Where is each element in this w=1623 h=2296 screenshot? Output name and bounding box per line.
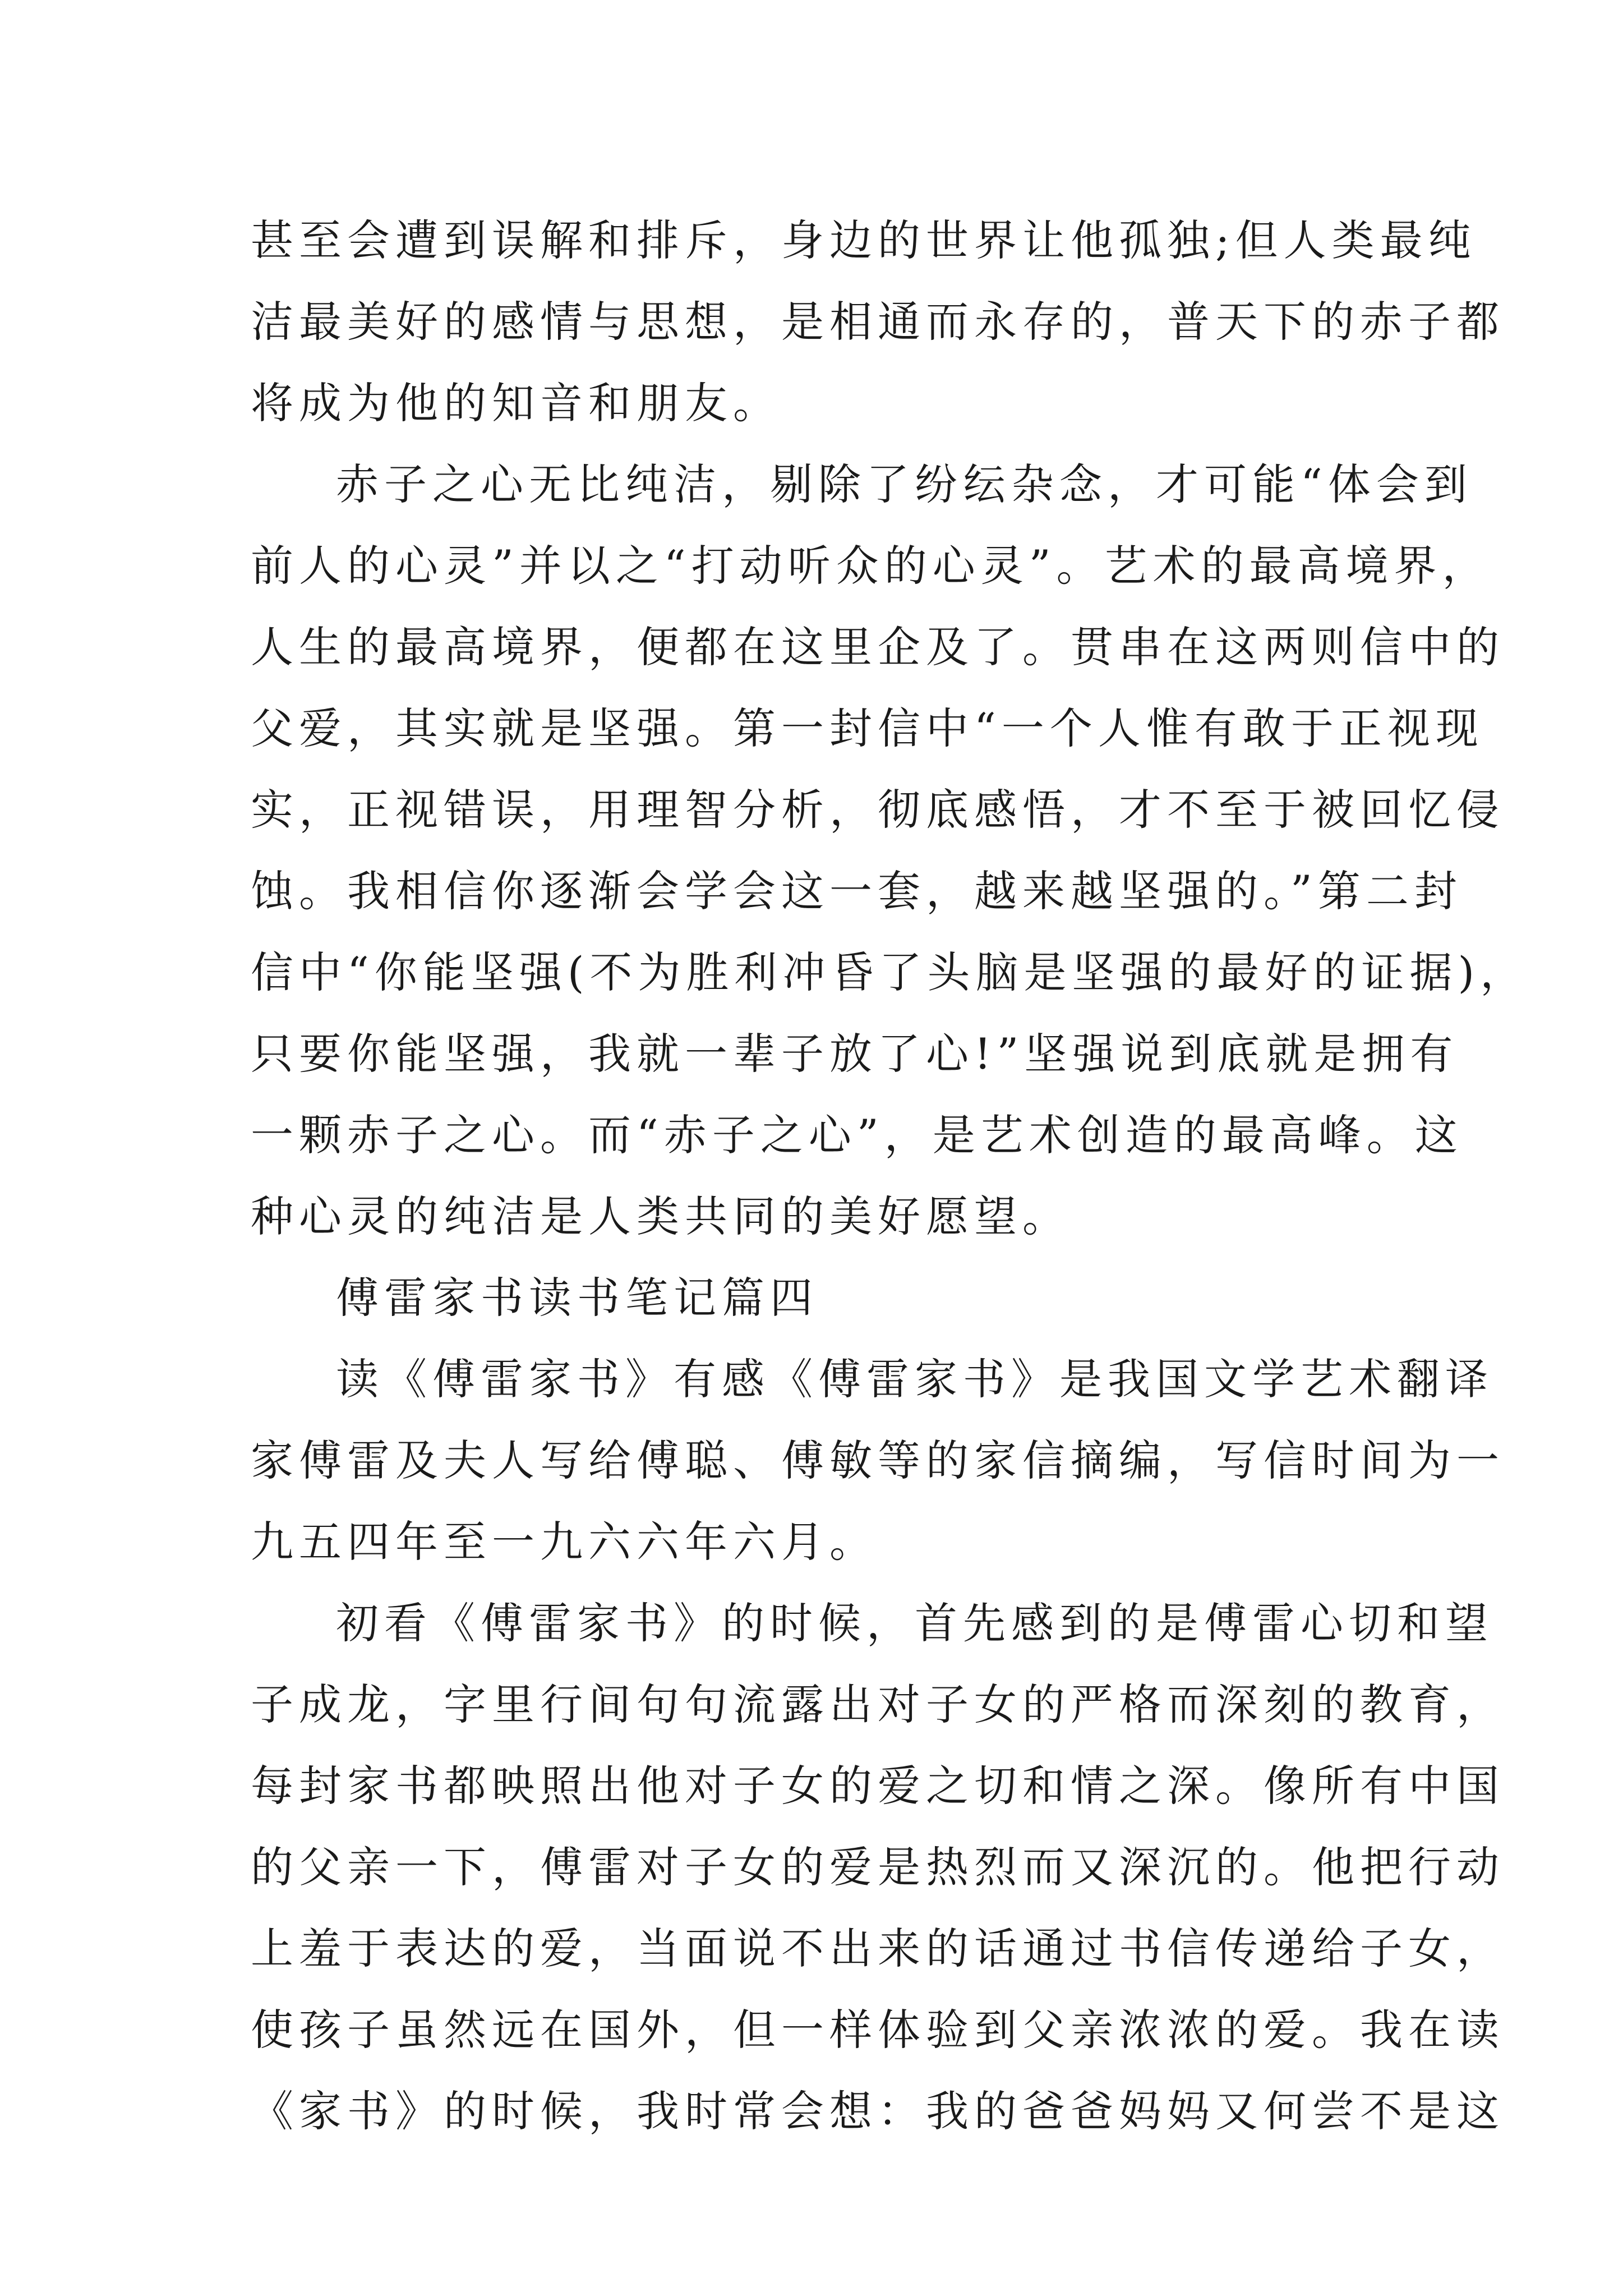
text-line: 蚀。我相信你逐渐会学会这一套，越来越坚强的。”第二封 xyxy=(251,866,1463,916)
text-line: 子成龙，字里行间句句流露出对子女的严格而深刻的教育， xyxy=(251,1680,1505,1729)
text-line: 洁最美好的感情与思想，是相通而永存的，普天下的赤子都 xyxy=(251,297,1505,347)
text-line: 一颗赤子之心。而“赤子之心”，是艺术创造的最高峰。这 xyxy=(251,1110,1463,1160)
text-line: 九五四年至一九六六年六月。 xyxy=(251,1517,878,1567)
paragraph-start-line: 初看《傅雷家书》的时候，首先感到的是傅雷心切和望 xyxy=(336,1598,1493,1648)
text-line: 上羞于表达的爱，当面说不出来的话通过书信传递给子女， xyxy=(251,1924,1505,1973)
text-line: 人生的最高境界，便都在这里企及了。贯串在这两则信中的 xyxy=(251,622,1505,672)
text-line: 只要你能坚强，我就一辈子放了心!”坚强说到底就是拥有 xyxy=(251,1029,1459,1079)
text-line: 每封家书都映照出他对子女的爱之切和情之深。像所有中国 xyxy=(251,1761,1505,1811)
text-line: 使孩子虽然远在国外，但一样体验到父亲浓浓的爱。我在读 xyxy=(251,2005,1505,2055)
text-line: 信中“你能坚强(不为胜利冲昏了头脑是坚强的最好的证据)， xyxy=(251,947,1529,997)
paragraph-start-line: 赤子之心无比纯洁，剔除了纷纭杂念，才可能“体会到 xyxy=(336,459,1473,509)
text-line: 《家书》的时候，我时常会想：我的爸爸妈妈又何尝不是这 xyxy=(251,2086,1505,2136)
text-line: 的父亲一下，傅雷对子女的爱是热烈而又深沉的。他把行动 xyxy=(251,1842,1505,1892)
paragraph-start-line: 读《傅雷家书》有感《傅雷家书》是我国文学艺术翻译 xyxy=(336,1354,1493,1404)
text-line: 将成为他的知音和朋友。 xyxy=(251,378,781,428)
text-line: 前人的心灵”并以之“打动听众的心灵”。艺术的最高境界， xyxy=(251,541,1491,591)
text-line: 甚至会遭到误解和排斥，身边的世界让他孤独;但人类最纯 xyxy=(251,215,1477,265)
section-heading: 傅雷家书读书笔记篇四 xyxy=(336,1273,818,1323)
text-line: 家傅雷及夫人写给傅聪、傅敏等的家信摘编，写信时间为一 xyxy=(251,1435,1505,1485)
text-line: 种心灵的纯洁是人类共同的美好愿望。 xyxy=(251,1191,1071,1241)
body-text xyxy=(251,200,1529,2152)
text-line: 实，正视错误，用理智分析，彻底感悟，才不至于被回忆侵 xyxy=(251,785,1505,835)
text-line: 父爱，其实就是坚强。第一封信中“一个人惟有敢于正视现 xyxy=(251,703,1484,753)
